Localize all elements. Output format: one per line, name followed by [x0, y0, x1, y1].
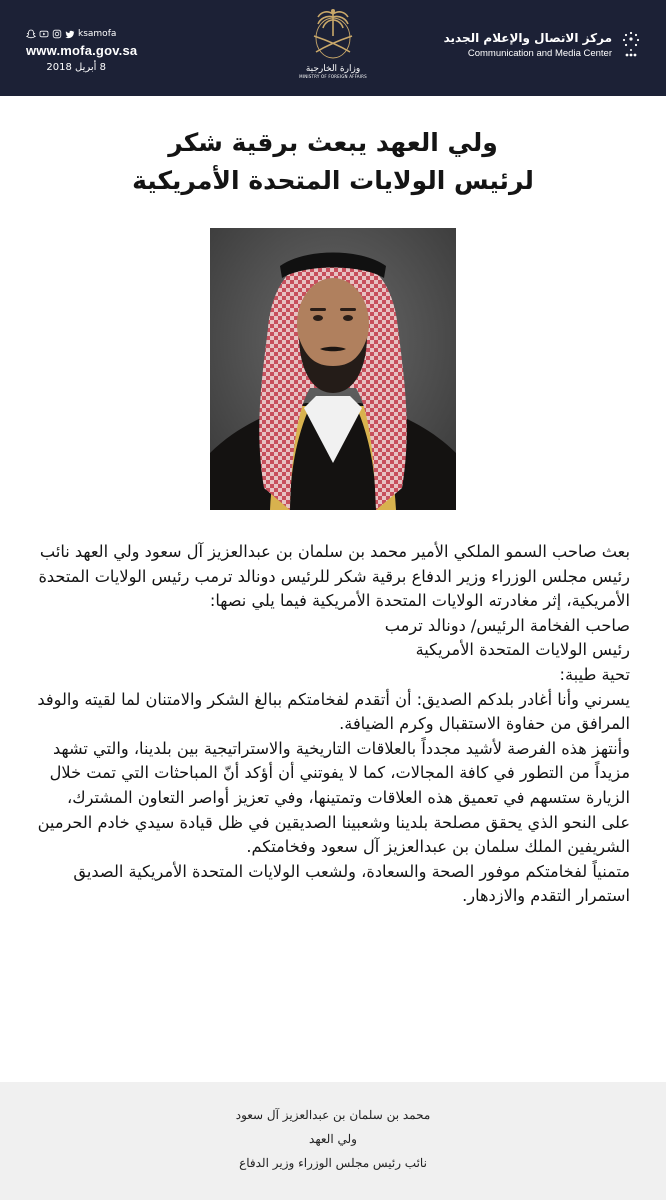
instagram-icon[interactable] — [52, 29, 62, 39]
signature-text — [0, 1103, 666, 1175]
official-portrait — [210, 228, 456, 510]
emblem-caption-en: MINISTRY OF FOREIGN AFFAIRS — [299, 74, 367, 79]
media-center-name-ar: مركز الاتصال والإعلام الجديد — [443, 31, 612, 45]
paragraph: بعث صاحب السمو الملكي الأمير محمد بن سلمان بن عبدالعزيز آل سعود ولي العهد نائب رئيس مجلس الوزراء وزير الدفاع برقية شكر للرئيس دونالد ترمب رئيس الولايات المتحدة الأمريكية، إثر مغادرته الولايات المتحدة الأمريكية فيما يلي نصها: — [38, 542, 630, 611]
twitter-icon[interactable] — [65, 29, 75, 39]
paragraph: تحية طيبة: — [559, 664, 630, 684]
palm-swords-emblem-icon — [308, 6, 358, 62]
signature-name: محمد بن سلمان بن عبدالعزيز آل سعود — [235, 1108, 431, 1122]
emblem-caption-ar: وزارة الخارجية — [305, 64, 361, 74]
media-center-text — [444, 31, 612, 59]
social-handle[interactable]: ksamofa — [78, 29, 117, 39]
contact-block — [26, 28, 137, 73]
signature-position: نائب رئيس مجلس الوزراء وزير الدفاع — [239, 1156, 427, 1170]
headline — [40, 124, 626, 200]
snapchat-icon[interactable] — [26, 29, 36, 39]
social-row — [26, 28, 137, 40]
paragraph: يسرني وأنا أغادر بلدكم الصديق: أن أتقدم لفخامتكم ببالغ الشكر والامتنان لما لقيته والوفد المرافق من حفاوة الاستقبال وكرم الضيافة. — [37, 689, 630, 734]
statement-body — [36, 540, 630, 909]
headline-line-2: لرئيس الولايات المتحدة الأمريكية — [132, 166, 534, 195]
paragraph: وأنتهز هذه الفرصة لأشيد مجدداً بالعلاقات التاريخية والاستراتيجية بين بلدينا، والتي تشهد مزيداً من التطور في كافة المجالات، كما لا يفوتني أن أؤكد أنّ المباحثات التي تمت خلال الزيارة ستسهم في تعميق هذه العلاقات وتمتينها، وفي تعزيز أواصر التعاون المشترك، على النحو الذي يحقق مصلحة بلدينا وشعبينا الصديقين في ظل قيادة سيدي خادم الحرمين الشريفين الملك سلمان بن عبدالعزيز آل سعود وفخامتكم. — [37, 738, 630, 857]
media-center-logo-icon — [620, 30, 642, 60]
signature-title: ولي العهد — [309, 1132, 357, 1146]
paragraph: صاحب الفخامة الرئيس/ دونالد ترمب — [384, 615, 630, 635]
publish-date: 8 أبريل 2018 — [46, 62, 106, 73]
youtube-icon[interactable] — [39, 29, 49, 39]
page-header — [0, 0, 666, 96]
signature-block — [0, 1082, 666, 1200]
headline-line-1: ولي العهد يبعث برقية شكر — [168, 128, 498, 157]
website-link[interactable]: www.mofa.gov.sa — [26, 43, 138, 58]
media-center-block — [444, 30, 642, 60]
ministry-emblem — [297, 6, 369, 90]
paragraph: متمنياً لفخامتكم موفور الصحة والسعادة، ولشعب الولايات المتحدة الأمريكية الصديق استمرار التقدم والازدهار. — [73, 861, 630, 906]
paragraph: رئيس الولايات المتحدة الأمريكية — [415, 640, 630, 660]
media-center-name-en: Communication and Media Center — [467, 48, 612, 59]
